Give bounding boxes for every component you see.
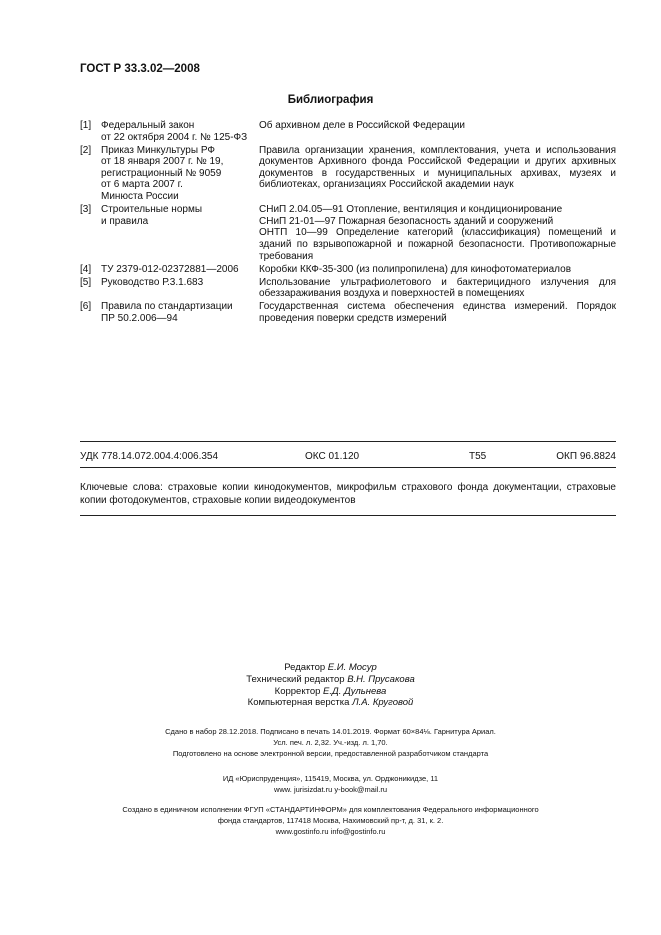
section-title: Библиография — [287, 94, 374, 106]
staff-name: Л.А. Круговой — [352, 697, 414, 709]
entry-title — [259, 145, 616, 203]
entry-source — [101, 277, 259, 300]
bibliography-entry — [80, 145, 616, 203]
staff-name: Е.Д. Дульнева — [323, 685, 387, 697]
bibliography-entry — [80, 204, 616, 262]
title-line: СНиП 2.04.05—91 Отопление, вентиляция и кондиционирование — [259, 204, 563, 216]
document-code: ГОСТ Р 33.3.02—2008 — [80, 63, 200, 75]
source-line: от 22 октября 2004 г. № 125-ФЗ — [101, 131, 248, 143]
publisher-address: ИД «Юриспруденция», 115419, Москва, ул. Орджоникидзе, 11 — [222, 774, 439, 783]
entry-number: [2] — [80, 144, 92, 156]
entry-number: [1] — [80, 120, 92, 131]
staff-role: Корректор — [274, 685, 321, 697]
source-line: ПР 50.2.006—94 — [101, 313, 178, 324]
creator-line-2: фонда стандартов, 117418 Москва, Нахимовский пр-т, д. 31, к. 2. — [217, 816, 444, 825]
staff-name: В.Н. Прусакова — [347, 673, 415, 685]
source-line: и правила — [101, 215, 149, 227]
staff-role: Компьютерная верстка — [247, 697, 350, 709]
entry-title — [259, 277, 616, 300]
creator-line-1: Создано в единичном исполнении ФГУП «СТАНДАРТИНФОРМ» для комплектования Федерального информационного — [122, 805, 539, 814]
source-line: Руководство Р.3.1.683 — [101, 276, 204, 288]
source-line: от 6 марта 2007 г. — [101, 179, 183, 191]
entry-source — [101, 301, 259, 324]
staff-credits — [0, 662, 661, 709]
okp-code: ОКП 96.8824 — [556, 451, 616, 462]
title-line: Коробки ККФ-35-300 (из полипропилена) для кинофотоматериалов — [259, 263, 572, 275]
udk-code: УДК 778.14.072.004.4:006.354 — [80, 451, 219, 462]
title-line: Государственная система обеспечения единства измерений. Порядок проведения поверки средств измерений — [259, 301, 616, 324]
entry-number: [5] — [80, 276, 92, 288]
entry-title — [259, 301, 616, 324]
staff-role: Редактор — [284, 662, 326, 673]
source-line: Приказ Минкультуры РФ — [101, 144, 215, 156]
title-line: Об архивном деле в Российской Федерации — [259, 120, 466, 131]
title-line: Правила организации хранения, комплектования, учета и использования документов Архивного фонда Российской Федерации и других архивных документов в государственных и муниципальных архивах, музеях и библиотеках, организациях Российской академии наук — [259, 144, 616, 191]
imprint-source-note: Подготовлено на основе электронной версии, предоставленной разработчиком стандарта — [172, 749, 489, 758]
title-line: ОНТП 10—99 Определение категорий (классификация) помещений и зданий по взрывопожарной и пожарной безопасности. Противопожарные требования — [259, 227, 616, 262]
bibliography-entry — [80, 120, 616, 143]
entry-source — [101, 120, 259, 143]
entry-number: [3] — [80, 204, 92, 216]
source-line: от 18 января 2007 г. № 19, — [101, 156, 224, 168]
staff-row — [0, 686, 661, 698]
bibliography-entry — [80, 277, 616, 300]
entry-number: [6] — [80, 301, 92, 313]
entry-source — [101, 145, 259, 203]
entry-number: [4] — [80, 263, 92, 275]
title-line: СНиП 21-01—97 Пожарная безопасность зданий и сооружений — [259, 215, 554, 227]
bibliography-entry — [80, 301, 616, 324]
staff-name: Е.И. Мосур — [327, 662, 377, 673]
creator-contacts: www.gostinfo.ru info@gostinfo.ru — [275, 827, 386, 836]
source-line: регистрационный № 9059 — [101, 167, 222, 179]
entry-source — [101, 204, 259, 262]
source-line: ТУ 2379-012-02372881—2006 — [101, 263, 239, 275]
publisher-contacts: www. jurisizdat.ru y-book@mail.ru — [273, 785, 388, 794]
entry-title — [259, 264, 616, 276]
entry-title — [259, 120, 616, 143]
staff-row — [0, 697, 661, 709]
title-line: Использование ультрафиолетового и бактерицидного излучения для обеззараживания воздуха и поверхностей в помещениях — [259, 276, 616, 300]
divider-middle — [80, 467, 616, 468]
entry-title — [259, 204, 616, 262]
divider-bottom — [80, 515, 616, 516]
source-line: Федеральный закон — [101, 120, 195, 131]
divider-top — [80, 441, 616, 442]
oks-code: ОКС 01.120 — [305, 451, 360, 462]
bibliography-entry — [80, 264, 616, 276]
t-code: T55 — [469, 451, 487, 462]
source-line: Строительные нормы — [101, 204, 203, 216]
staff-row — [0, 674, 661, 686]
staff-role: Технический редактор — [246, 673, 345, 685]
imprint-sheets: Усл. печ. л. 2,32. Уч.-изд. л. 1,70. — [273, 738, 388, 747]
staff-row — [0, 662, 661, 674]
source-line: Правила по стандартизации — [101, 301, 233, 313]
keywords: Ключевые слова: страховые копии кинодокументов, микрофильм страхового фонда документации, страховые копии фотодокументов, страховые копии видеодокументов — [80, 482, 616, 506]
imprint-print-info: Сдано в набор 28.12.2018. Подписано в печать 14.01.2019. Формат 60×84⅛. Гарнитура Ариал. — [165, 727, 496, 736]
bibliography-list — [80, 120, 616, 326]
entry-source — [101, 264, 259, 276]
imprint — [0, 726, 661, 837]
source-line: Минюста России — [101, 191, 179, 203]
